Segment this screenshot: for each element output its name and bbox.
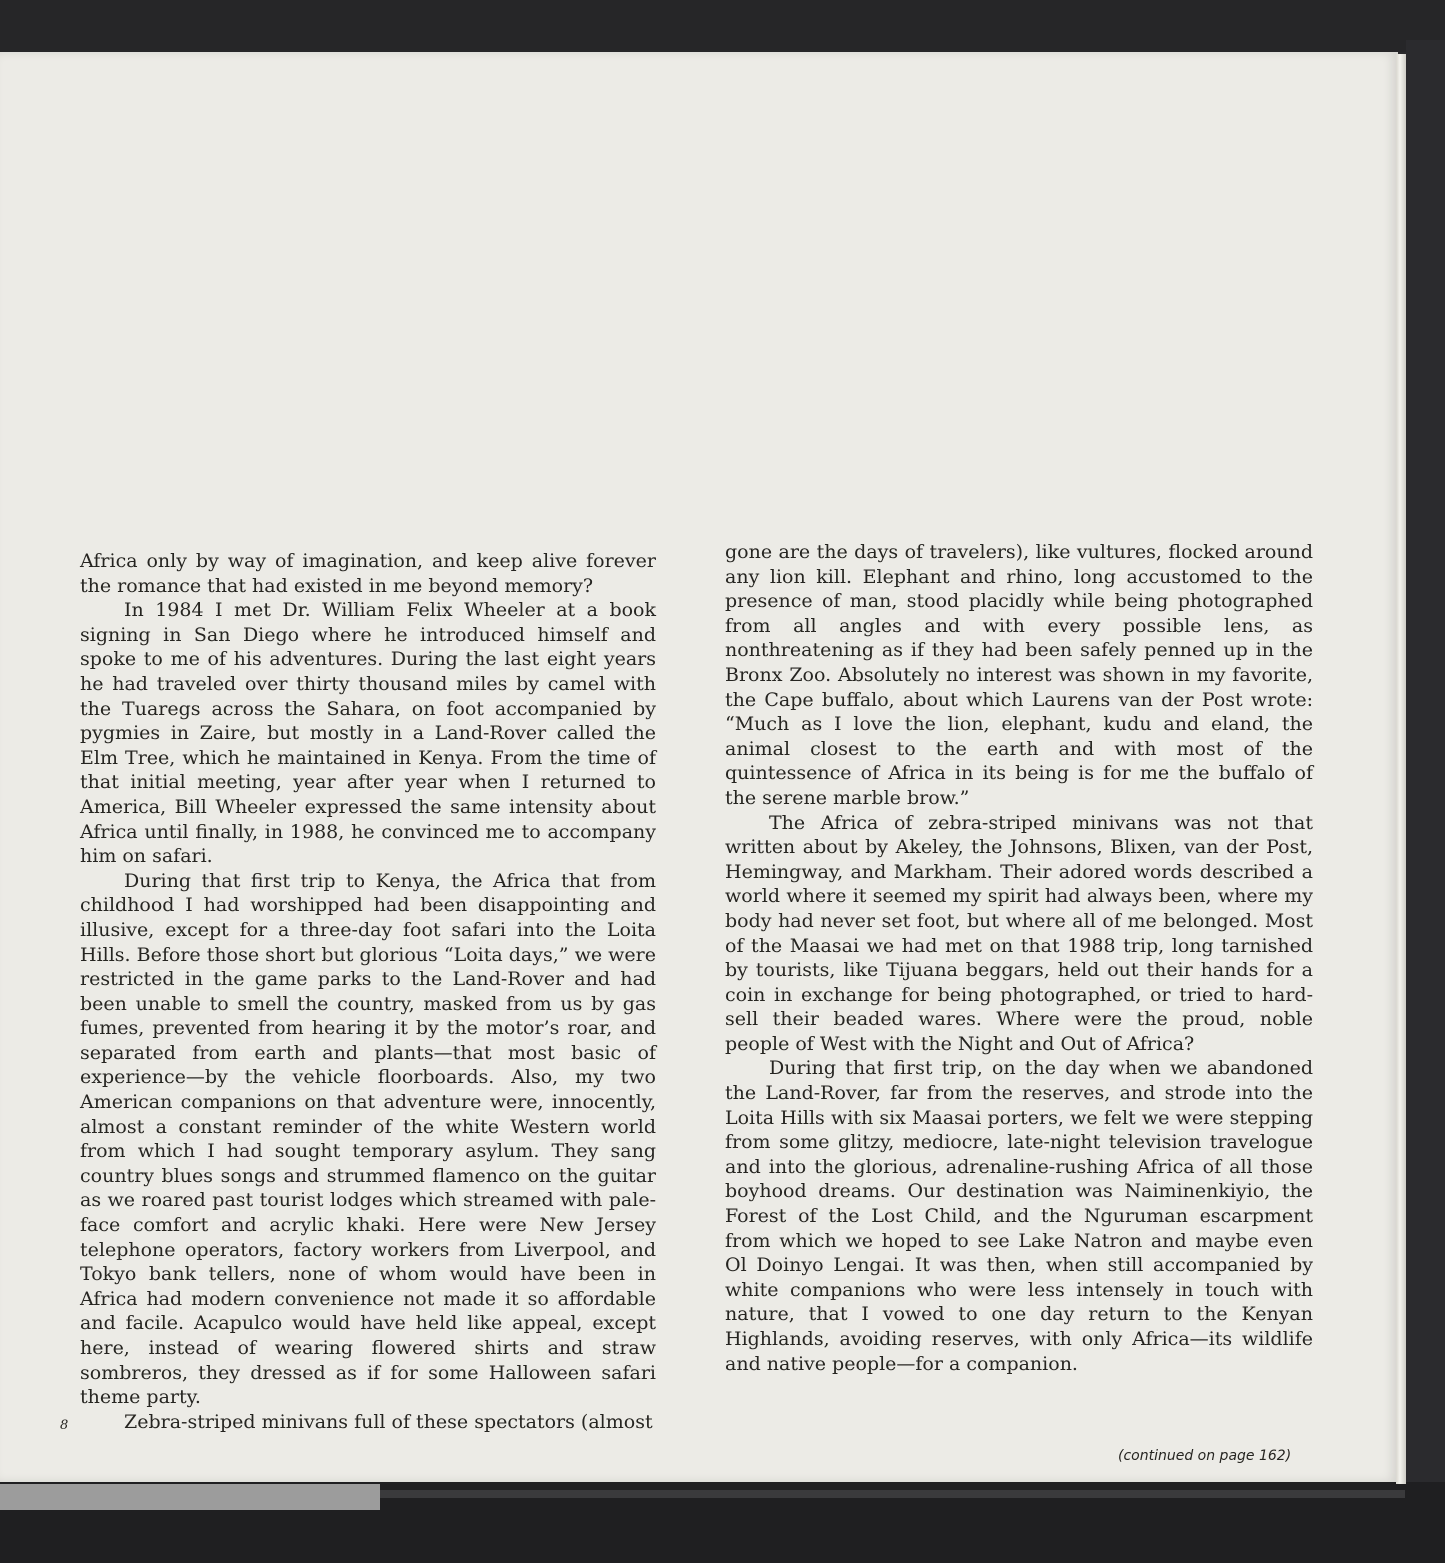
paragraph: During that first trip, on the day when we abandoned the Land-Rover, far from the reserves, and strode into the Loita Hills with six Maasai porters, we felt we were stepping from some glitzy, mediocre, late-night television travelogue and into the glorious, adrenaline-rushing Africa of all those boyhood dreams. Our destination was Naiminenkiyio, the Forest of the Lost Child, and the Nguruman escarpment from which we hoped to see Lake Natron and maybe even Ol Doinyo Lengai. It was then, when still accompanied by white companions who were less intensely in touch with nature, that I vowed to one day return to the Kenyan Highlands, avoiding reserves, with only Africa—its wildlife and native people—for a companion. xyxy=(725,1057,1313,1375)
text-column-right xyxy=(725,540,1313,1376)
paragraph: Africa only by way of imagination, and keep alive forever the romance that had existed in me beyond memory? xyxy=(80,550,656,597)
page-stack-edge xyxy=(0,1484,380,1510)
paragraph: gone are the days of travelers), like vultures, flocked around any lion kill. Elephant and rhino, long accustomed to the presence of man, stood placidly while being photographed from all angles and with every possible lens, as nonthreatening as if they had been safely penned up in the Bronx Zoo. Absolutely no interest was shown in my favorite, the Cape buffalo, about which Laurens van der Post wrote: “Much as I love the lion, elephant, kudu and eland, the animal closest to the earth and with most of the quintessence of Africa in its being is for me the buffalo of the serene marble brow.” xyxy=(725,541,1313,809)
book-cover-edge xyxy=(1406,40,1445,1563)
paragraph: In 1984 I met Dr. William Felix Wheeler at a book signing in San Diego where he introduced himself and spoke to me of his adventures. During the last eight years he had traveled over thirty thousand miles by camel with the Tuaregs across the Sahara, on foot accompanied by pygmies in Zaire, but mostly in a Land-Rover called the Elm Tree, which he maintained in Kenya. From the time of that initial meeting, year after year when I returned to America, Bill Wheeler expressed the same intensity about Africa until finally, in 1988, he convinced me to accompany him on safari. xyxy=(80,599,656,868)
page-stack-shadow xyxy=(380,1490,1405,1498)
page-number: 8 xyxy=(60,1418,69,1433)
paragraph: The Africa of zebra-striped minivans was not that written about by Akeley, the Johnsons, Blixen, van der Post, Hemingway, and Markham. Their adored words described a world where it seemed my spirit had always been, where my body had never set foot, but where all of me belonged. Most of the Maasai we had met on that 1988 trip, long tarnished by tourists, like Tijuana beggars, held out their hands for a coin in exchange for being photographed, or tried to hard-sell their beaded wares. Where were the proud, noble people of West with the Night and Out of Africa? xyxy=(725,811,1313,1055)
page-fore-edge xyxy=(1396,54,1406,1484)
paragraph: During that first trip to Kenya, the Africa that from childhood I had worshipped had been disappointing and illusive, except for a three-day foot safari into the Loita Hills. Before those short but glorious “Loita days,” we were restricted in the game parks to the Land-Rover and had been unable to smell the country, masked from us by gas fumes, prevented from hearing it by the motor’s roar, and separated from earth and plants—that most basic of experience—by the vehicle floorboards. Also, my two American companions on that adventure were, innocently, almost a constant reminder of the white Western world from which I had sought temporary asylum. They sang country blues songs and strummed flamenco on the guitar as we roared past tourist lodges which streamed with pale-face comfort and acrylic khaki. Here were New Jersey telephone operators, factory workers from Liverpool, and Tokyo bank tellers, none of whom would have been in Africa had modern convenience not made it so affordable and facile. Acapulco would have held like appeal, except here, instead of wearing flowered shirts and straw sombreros, they dressed as if for some Halloween safari theme party. xyxy=(80,869,656,1409)
text-column-left xyxy=(80,549,656,1434)
continued-note: (continued on page 162) xyxy=(1118,1448,1292,1464)
paragraph: Zebra-striped minivans full of these spectators (almost xyxy=(124,1410,653,1433)
background-top xyxy=(0,0,1445,52)
